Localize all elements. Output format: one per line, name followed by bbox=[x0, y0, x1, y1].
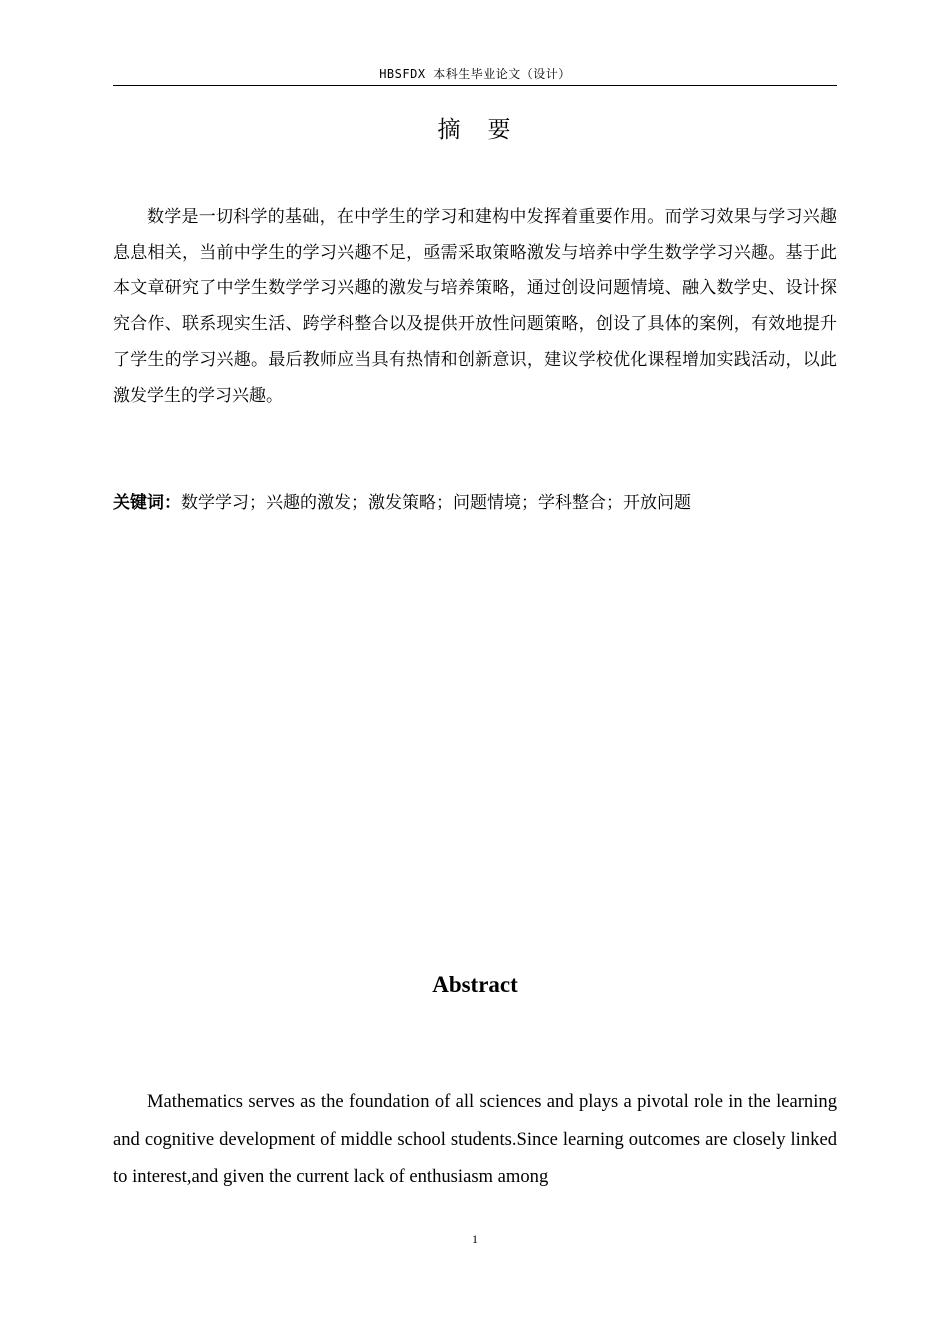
abstract-body-en: Mathematics serves as the foundation of all sciences and plays a pivotal role in the learning and cognitive development of middle school students.Since learning outcomes are closely linked to interest,and given the current lack of enthusiasm among bbox=[113, 1091, 837, 1187]
header-rule bbox=[113, 85, 837, 86]
running-header: HBSFDX 本科生毕业论文（设计） bbox=[379, 67, 571, 81]
keywords-line bbox=[113, 487, 837, 519]
abstract-body-cn: 数学是一切科学的基础，在中学生的学习和建构中发挥着重要作用。而学习效果与学习兴趣息息相关，当前中学生的学习兴趣不足，亟需采取策略激发与培养中学生数学学习兴趣。基于此本文章研究了中学生数学学习兴趣的激发与培养策略，通过创设问题情境、融入数学史、设计探究合作、联系现实生活、跨学科整合以及提供开放性问题策略，创设了具体的案例，有效地提升了学生的学习兴趣。最后教师应当具有热情和创新意识，建议学校优化课程增加实践活动，以此激发学生的学习兴趣。 bbox=[113, 207, 837, 406]
abstract-title-en: Abstract bbox=[432, 972, 518, 997]
keywords-text: 数学学习；兴趣的激发；激发策略；问题情境；学科整合；开放问题 bbox=[181, 493, 691, 513]
keywords-label: 关键词： bbox=[113, 493, 181, 513]
page-number: 1 bbox=[472, 1232, 478, 1246]
abstract-title-cn: 摘 要 bbox=[437, 117, 513, 143]
